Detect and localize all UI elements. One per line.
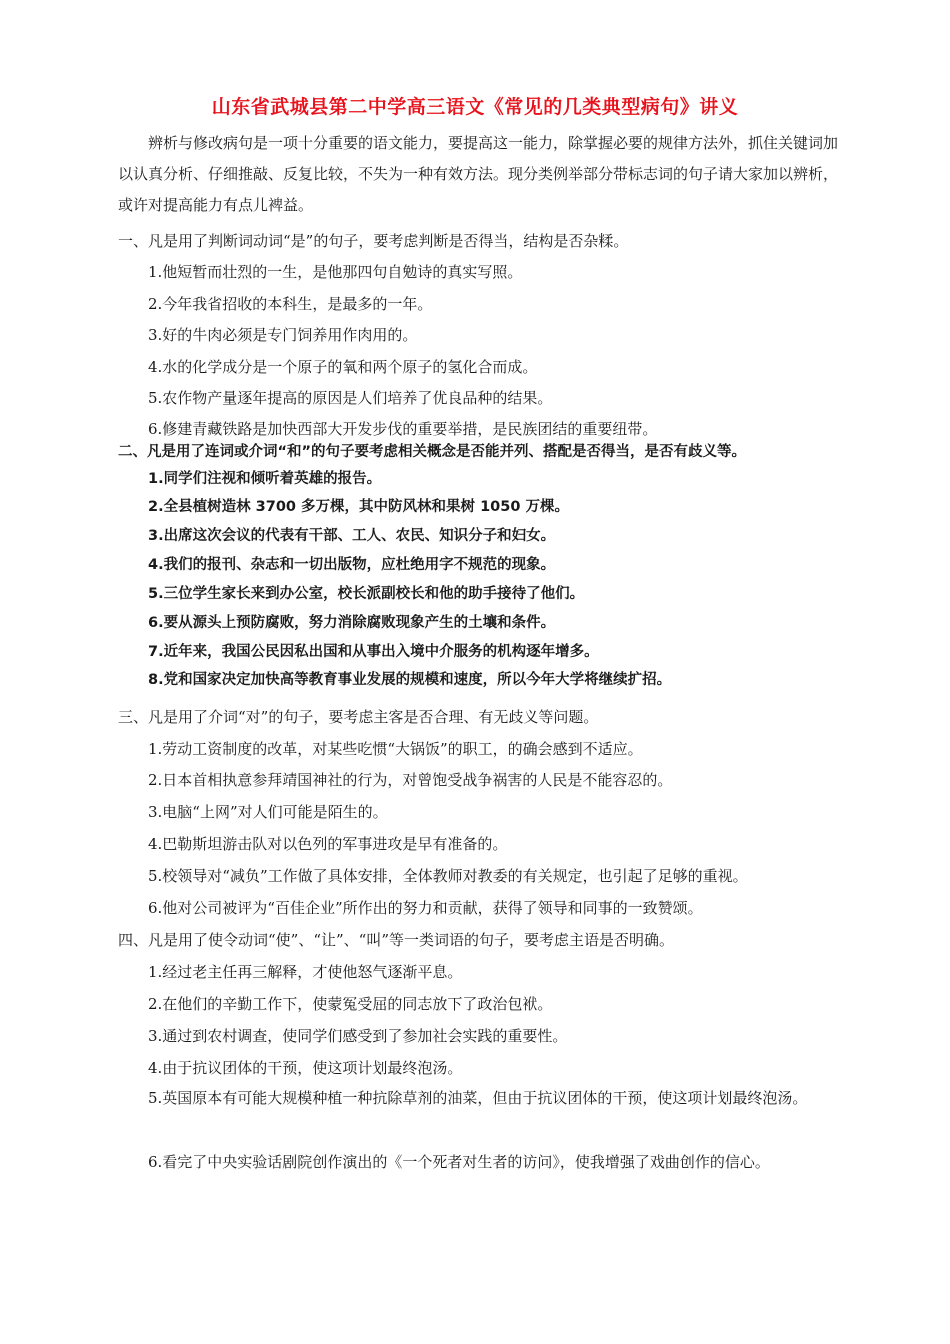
section-2-item: 8.党和国家决定加快高等教育事业发展的规模和速度，所以今年大学将继续扩招。: [148, 672, 672, 688]
section-3-item: 4.巴勒斯坦游击队对以色列的军事进攻是早有准备的。: [148, 835, 508, 853]
section-2-item: 4.我们的报刊、杂志和一切出版物，应杜绝用字不规范的现象。: [148, 557, 556, 573]
section-3-item: 3.电脑“上网”对人们可能是陌生的。: [148, 803, 388, 821]
section-1-item: 3.好的牛肉必须是专门饲养用作肉用的。: [148, 326, 418, 344]
section-4-item: 2.在他们的辛勤工作下，使蒙冤受屈的同志放下了政治包袱。: [148, 995, 553, 1013]
section-4-item: 1.经过老主任再三解释，才使他怒气逐渐平息。: [148, 963, 463, 981]
section-1-item: 4.水的化学成分是一个原子的氧和两个原子的氢化合而成。: [148, 358, 538, 376]
section-2-item: 7.近年来，我国公民因私出国和从事出入境中介服务的机构逐年增多。: [148, 644, 599, 660]
intro-paragraph: 辨析与修改病句是一项十分重要的语文能力，要提高这一能力，除掌握必要的规律方法外，抓住关键词加以认真分析、仔细推敲、反复比较，不失为一种有效方法。现分类例举部分带标志词的句子请大家加以辨析，或许对提高能力有点儿裨益。: [118, 134, 839, 214]
section-4-item: 6.看完了中央实验话剧院创作演出的《一个死者对生者的访问》，使我增强了戏曲创作的信心。: [148, 1153, 770, 1171]
section-3-item: 5.校领导对“减负”工作做了具体安排，全体教师对教委的有关规定，也引起了足够的重视。: [148, 867, 748, 885]
section-1-item: 6.修建青藏铁路是加快西部大开发步伐的重要举措，是民族团结的重要纽带。: [148, 420, 658, 438]
section-2-item: 5.三位学生家长来到办公室，校长派副校长和他的助手接待了他们。: [148, 586, 585, 602]
section-3-item: 1.劳动工资制度的改革，对某些吃惯“大锅饭”的职工，的确会感到不适应。: [148, 740, 643, 758]
section-1-item: 5.农作物产量逐年提高的原因是人们培养了优良品种的结果。: [148, 389, 553, 407]
section-1-heading: 一、凡是用了判断词动词“是”的句子，要考虑判断是否得当，结构是否杂糅。: [118, 232, 629, 250]
section-3-item: 6.他对公司被评为“百佳企业”所作出的努力和贡献，获得了领导和同事的一致赞颂。: [148, 899, 703, 917]
section-2-item: 3.出席这次会议的代表有干部、工人、农民、知识分子和妇女。: [148, 528, 556, 544]
section-1-item: 2.今年我省招收的本科生，是最多的一年。: [148, 295, 433, 313]
section-3-heading: 三、凡是用了介词“对”的句子，要考虑主客是否合理、有无歧义等问题。: [118, 708, 599, 726]
section-2-item: 2.全县植树造林 3700 多万棵，其中防风林和果树 1050 万棵。: [148, 499, 570, 515]
section-4-item: 5.英国原本有可能大规模种植一种抗除草剂的油菜，但由于抗议团体的干预，使这项计划最终泡汤。: [148, 1089, 808, 1107]
section-2-heading: 二、凡是用了连词或介词“和”的句子要考虑相关概念是否能并列、搭配是否得当，是否有歧义等。: [118, 444, 747, 460]
document-title: 山东省武城县第二中学高三语文《常见的几类典型病句》讲义: [211, 96, 739, 118]
section-4-heading: 四、凡是用了使令动词“使”、“让”、“叫”等一类词语的句子，要考虑主语是否明确。: [118, 931, 675, 949]
section-3-item: 2.日本首相执意参拜靖国神社的行为，对曾饱受战争祸害的人民是不能容忍的。: [148, 771, 673, 789]
section-2-item: 6.要从源头上预防腐败，努力消除腐败现象产生的土壤和条件。: [148, 615, 556, 631]
section-4-item: 3.通过到农村调查，使同学们感受到了参加社会实践的重要性。: [148, 1027, 568, 1045]
section-4-item: 4.由于抗议团体的干预，使这项计划最终泡汤。: [148, 1059, 463, 1077]
section-2-item: 1.同学们注视和倾听着英雄的报告。: [148, 471, 382, 487]
section-1-item: 1.他短暂而壮烈的一生，是他那四句自勉诗的真实写照。: [148, 263, 523, 281]
